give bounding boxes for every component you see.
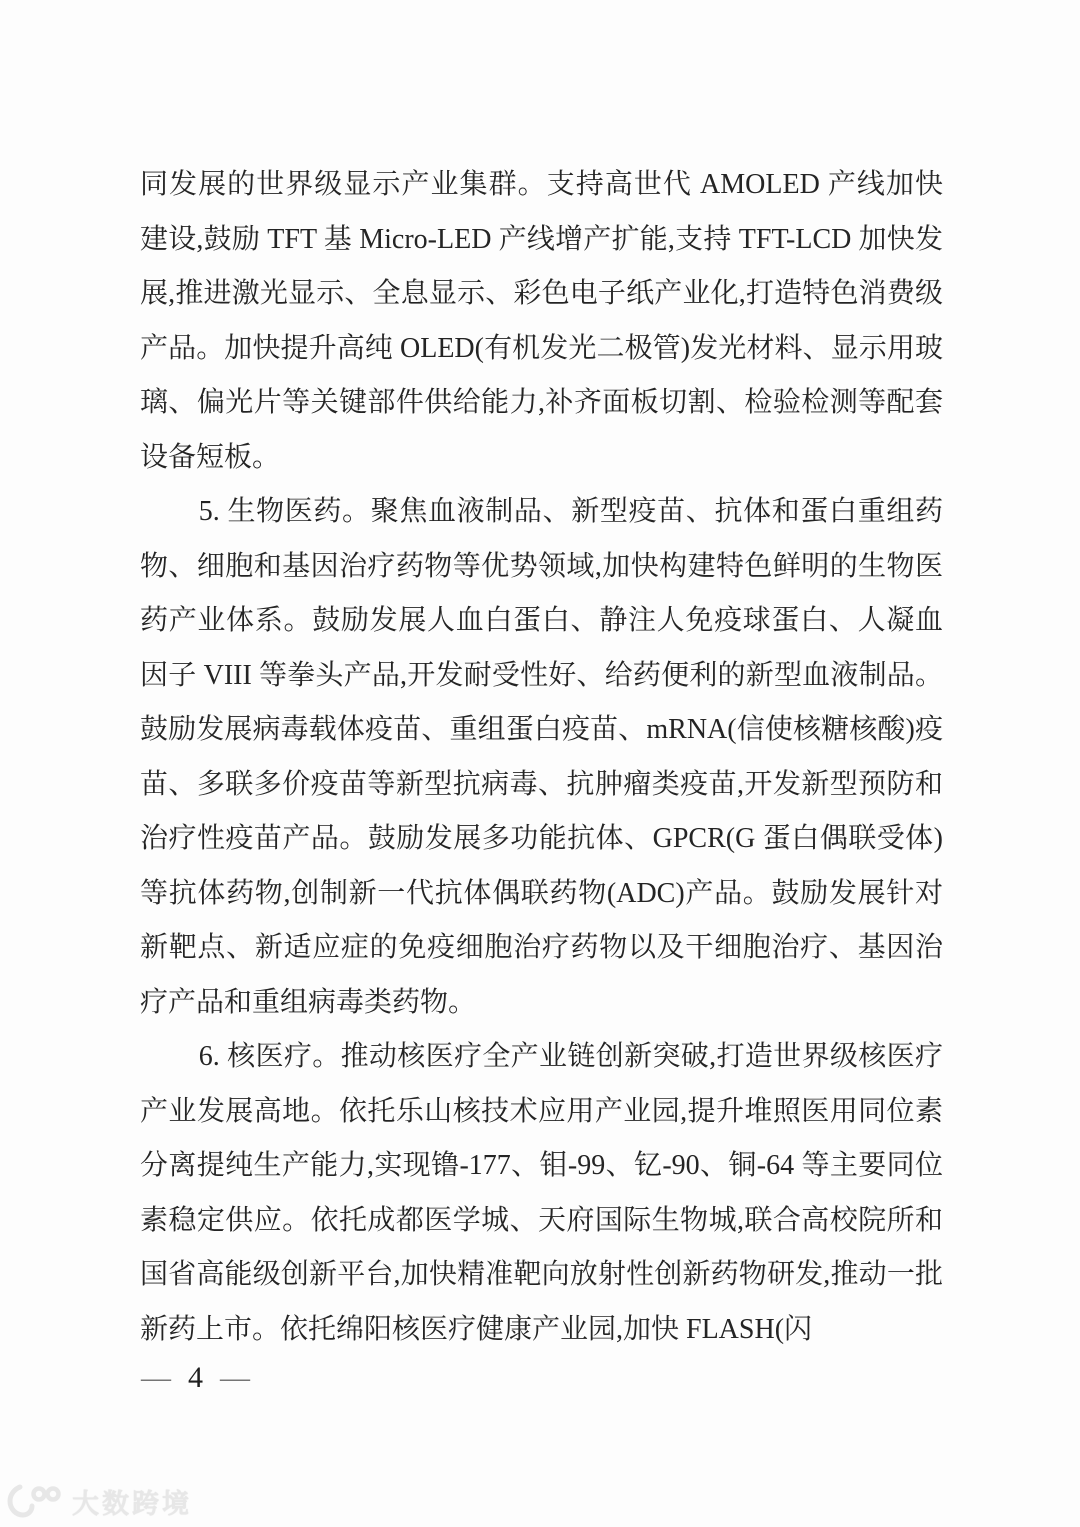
page-number-left-dash: — <box>141 1361 172 1394</box>
page-number-value: 4 <box>188 1361 204 1394</box>
watermark <box>6 1482 192 1521</box>
paragraph-section-5-biopharma: 5. 生物医药。聚焦血液制品、新型疫苗、抗体和蛋白重组药物、细胞和基因治疗药物等优势领域,加快构建特色鲜明的生物医药产业体系。鼓励发展人血白蛋白、静注人免疫球蛋白、人凝血因子 VIII 等拳头产品,开发耐受性好、给药便利的新型血液制品。鼓励发展病毒载体疫苗、重组蛋白疫苗、mRNA(信使核糖核酸)疫苗、多联多价疫苗等新型抗病毒、抗肿瘤类疫苗,开发新型预防和治疗性疫苗产品。鼓励发展多功能抗体、GPCR(G 蛋白偶联受体)等抗体药物,创制新一代抗体偶联药物(ADC)产品。鼓励发展针对新靶点、新适应症的免疫细胞治疗药物以及干细胞治疗、基因治疗产品和重组病毒类药物。 <box>140 496 943 1018</box>
page-number <box>141 1361 251 1395</box>
brand-100-logo-icon <box>6 1483 64 1521</box>
paragraph-section-6-nuclear-medicine: 6. 核医疗。推动核医疗全产业链创新突破,打造世界级核医疗产业发展高地。依托乐山核技术应用产业园,提升堆照医用同位素分离提纯生产能力,实现镥-177、钼-99、钇-90、铜-64 等主要同位素稳定供应。依托成都医学城、天府国际生物城,联合高校院所和国省高能级创新平台,加快精准靶向放射性创新药物研发,推动一批新药上市。依托绵阳核医疗健康产业园,加快 FLASH(闪 <box>140 1041 943 1345</box>
paragraph-display-industry: 同发展的世界级显示产业集群。支持高世代 AMOLED 产线加快建设,鼓励 TFT 基 Micro-LED 产线增产扩能,支持 TFT-LCD 加快发展,推进激光显示、全息显示、彩色电子纸产业化,打造特色消费级产品。加快提升高纯 OLED(有机发光二极管)发光材料、显示用玻璃、偏光片等关键部件供给能力,补齐面板切割、检验检测等配套设备短板。 <box>140 169 943 473</box>
watermark-brand-text: 大数跨境 <box>72 1489 192 1519</box>
page-number-right-dash: — <box>220 1361 251 1394</box>
document-body <box>140 158 943 1357</box>
